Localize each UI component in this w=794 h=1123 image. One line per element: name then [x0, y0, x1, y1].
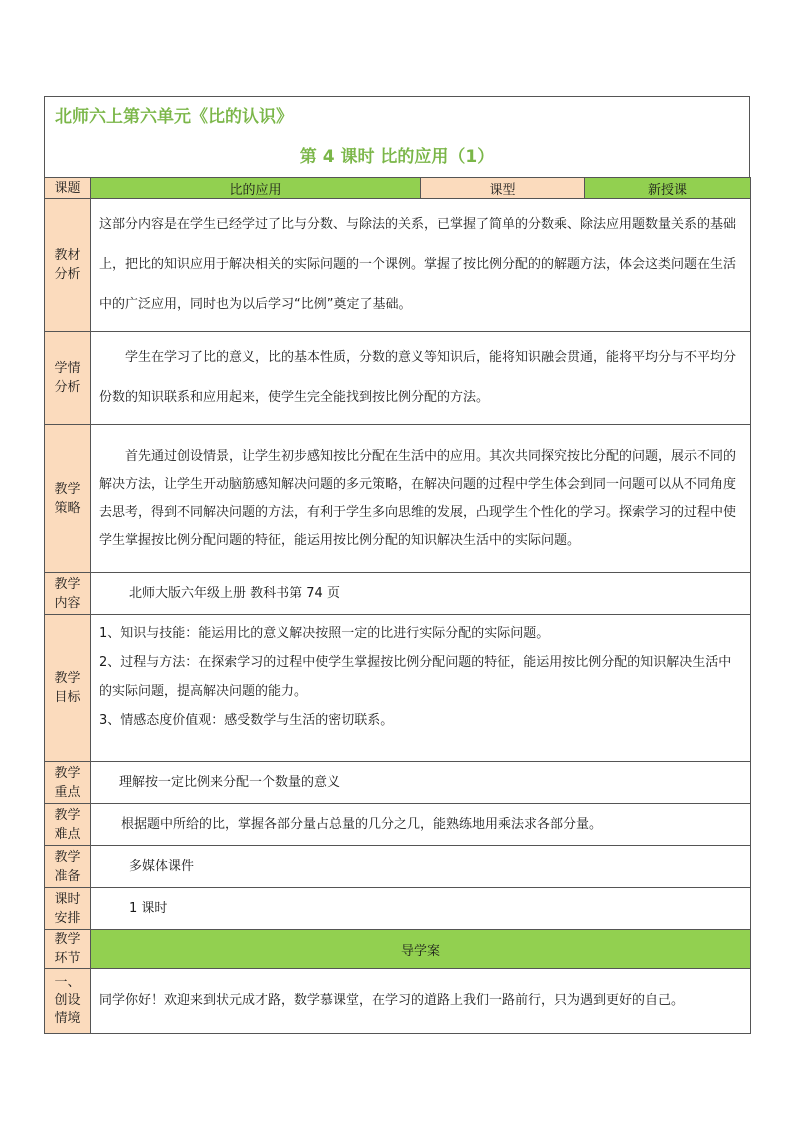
step1-row — [45, 969, 751, 1034]
time-text: 1 课时 — [91, 888, 751, 930]
strategy-row — [45, 425, 751, 573]
key-point-text: 理解按一定比例来分配一个数量的意义 — [91, 762, 751, 804]
topic-value: 比的应用 — [91, 178, 421, 199]
material-label: 教材分析 — [45, 199, 91, 332]
lesson-plan-table — [44, 177, 751, 1034]
info-row — [45, 178, 751, 199]
phase-label: 教学环节 — [45, 930, 91, 969]
prep-label: 教学准备 — [45, 846, 91, 888]
unit-title: 北师六上第六单元《比的认识》 — [55, 107, 293, 127]
material-text: 这部分内容是在学生已经学过了比与分数、与除法的关系，已掌握了简单的分数乘、除法应用题数量关系的基础上，把比的知识应用于解决相关的实际问题的一个课例。掌握了按比例分配的的解题方法，体会这类问题在生活中的广泛应用，同时也为以后学习“比例”奠定了基础。 — [91, 199, 751, 332]
time-row — [45, 888, 751, 930]
goal-item-emotion: 3、情感态度价值观：感受数学与生活的密切联系。 — [99, 713, 394, 728]
phase-text: 导学案 — [91, 930, 751, 969]
content-label: 教学内容 — [45, 573, 91, 615]
phase-row — [45, 930, 751, 969]
key-point-label: 教学重点 — [45, 762, 91, 804]
time-label: 课时安排 — [45, 888, 91, 930]
students-text: 学生在学习了比的意义，比的基本性质，分数的意义等知识后，能将知识融会贯通，能将平均分与不平均分份数的知识联系和应用起来，使学生完全能找到按比例分配的方法。 — [91, 332, 751, 425]
goals-label: 教学目标 — [45, 615, 91, 762]
goal-item-knowledge: 1、知识与技能：能运用比的意义解决按照一定的比进行实际分配的实际问题。 — [99, 626, 550, 641]
content-text: 北师大版六年级上册 教科书第 74 页 — [91, 573, 751, 615]
goal-item-process: 2、过程与方法：在探索学习的过程中使学生掌握按比例分配问题的特征，能运用按比例分配的知识解决生活中的实际问题，提高解决问题的能力。 — [99, 655, 732, 699]
difficulty-row — [45, 804, 751, 846]
step1-label: 一、创设情境 — [45, 969, 91, 1034]
lesson-type-value: 新授课 — [585, 178, 751, 199]
students-row — [45, 332, 751, 425]
goals-row — [45, 615, 751, 762]
step1-text: 同学你好！欢迎来到状元成才路，数学慕课堂，在学习的道路上我们一路前行，只为遇到更好的自己。 — [91, 969, 751, 1034]
difficulty-text: 根据题中所给的比，掌握各部分量占总量的几分之几，能熟练地用乘法求各部分量。 — [91, 804, 751, 846]
students-label: 学情分析 — [45, 332, 91, 425]
material-row — [45, 199, 751, 332]
content-row — [45, 573, 751, 615]
topic-label: 课题 — [45, 178, 91, 199]
prep-row — [45, 846, 751, 888]
lesson-type-label: 课型 — [421, 178, 585, 199]
lesson-title: 第 4 课时 比的应用（1） — [299, 147, 495, 167]
strategy-label: 教学策略 — [45, 425, 91, 573]
strategy-text: 首先通过创设情景，让学生初步感知按比分配在生活中的应用。其次共同探究按比分配的问题，展示不同的解决方法，让学生开动脑筋感知解决问题的多元策略，在解决问题的过程中学生体会到同一问题可以从不同角度去思考，得到不同解决问题的方法，有利于学生多向思维的发展，凸现学生个性化的学习。探索学习的过程中使学生掌握按比例分配问题的特征，能运用按比例分配的知识解决生活中的实际问题。 — [91, 425, 751, 573]
lesson-plan-document — [44, 96, 750, 1034]
key-point-row — [45, 762, 751, 804]
difficulty-label: 教学难点 — [45, 804, 91, 846]
goals-list — [91, 615, 751, 762]
prep-text: 多媒体课件 — [91, 846, 751, 888]
title-block — [44, 96, 750, 177]
